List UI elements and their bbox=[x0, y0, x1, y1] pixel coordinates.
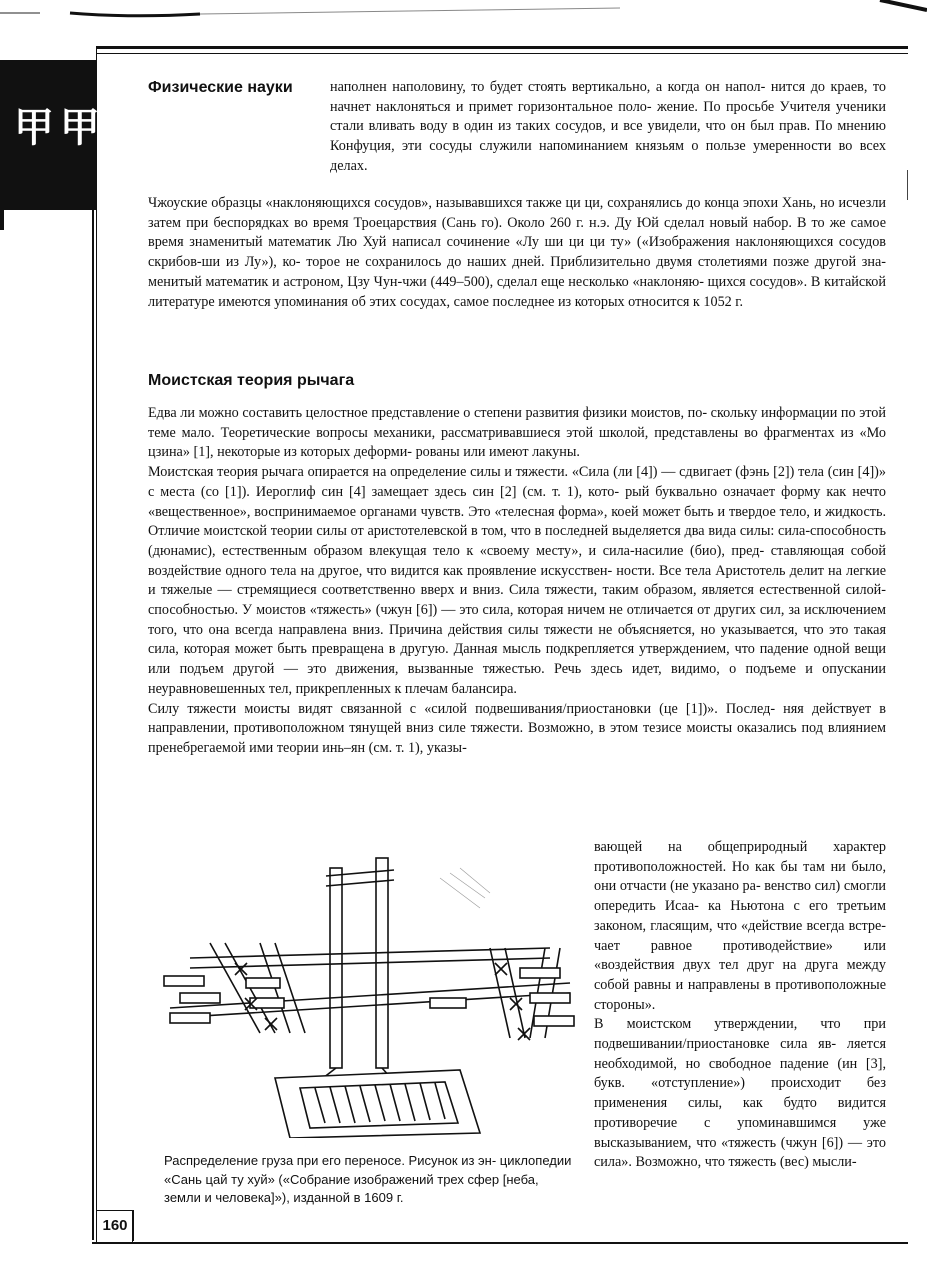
top-rule bbox=[96, 46, 908, 49]
figure-caption: Распределение груза при его переносе. Рисунок из эн- циклопедии «Сань цай ту хуй» («Собрание изображений трех сфер [неба, земли и человека]»), изданной в 1609 г. bbox=[164, 1153, 572, 1205]
intro-paragraph: наполнен наполовину, то будет стоять вертикально, а когда он напол- нится до краев, то начнет наклоняться и примет горизонтальное поло- жение. По просьбе Учителя ученики стали вливать воду в один из таких сосудов, и все увидели, что он был прав. По мнению Конфуция, эти сосуды служили напоминанием князьям о пользе умеренности во всех делах. bbox=[330, 79, 886, 174]
side-tab bbox=[0, 60, 96, 210]
figure-load-distribution bbox=[150, 848, 578, 1138]
right-column-paragraph-1: вающей на общеприродный характер противоположностей. Но как бы там ни было, они отчасти (не указано ра- венство сил) смогли опередить Исаа- ка Ньютона с его третьим законом, гласящим, что «действие всегда встре- чает равное противодействие» или «воздействия двух тел друг на друга между собой равны и направлены в противоположные стороны». bbox=[594, 839, 886, 1013]
paragraph-2: Едва ли можно составить целостное представление о степени развития физики моистов, по- скольку информации по этой теме мало. Теоретические вопросы механики, рассматривавшиеся этой школой, представлены во фрагментах из «Мо цзина» [1], некоторые из которых деформи- рованы или имеют лакуны. bbox=[148, 405, 886, 461]
section-title bbox=[148, 74, 308, 102]
right-column-paragraph-2: В моистском утверждении, что при подвешивании/приостановке сила яв- ляется необходимой, но свободное падение (ин [3], букв. «отступление») происходит без применения силы, как будто видится противоречие с упоминавшимся уже высказыванием, что «тяжесть (чжун [6]) — это сила». Возможно, что тяжесть (вес) мысли- bbox=[594, 1016, 886, 1171]
left-frame-line bbox=[96, 46, 97, 1244]
paragraph-1: Чжоуские образцы «наклоняющихся сосудов», называвшихся также ци ци, сохранялись до конца эпохи Хань, но исчезли затем при беспорядках во время Троецарствия (Сань го). Около 260 г. н.э. Ду Юй сделал новый набор. В то же самое время знаменитый математик Лю Хуй написал сочинение «Лу ши ци ци ту» («Изображения наклоняющихся сосудов скрибов-ши из Лу»), ко- торое не сохранилось до наших дней. Приблизительно двумя столетиями позже другой зна- менитый математик и астроном, Цзу Чун-чжи (449–500), сделал еще несколько «наклоняю- щихся сосудов». В китайской литературе имеются упоминания об этих сосудах, самое последнее из которых относится к 1052 г. bbox=[148, 195, 886, 310]
main-text-block bbox=[148, 404, 886, 759]
right-column bbox=[594, 838, 886, 1173]
page-number: 160 bbox=[96, 1210, 134, 1241]
page-number-divider bbox=[132, 1210, 133, 1242]
scan-artifact bbox=[0, 0, 927, 30]
paragraph-4: Силу тяжести моисты видят связанной с «силой подвешивания/приостановки (це [1])». Послед- няя действует в направлении, противоположном тянущей вниз силе тяжести. Возможно, в этом тезисе моисты оказались под влиянием пренебрегаемой ими теории инь–ян (см. т. 1), указы- bbox=[148, 700, 886, 756]
right-margin-mark bbox=[907, 170, 908, 200]
side-tab-glyphs: 甲 甲 bbox=[14, 105, 96, 151]
section-title-text: Физические науки bbox=[148, 79, 293, 96]
paragraph-3: Моистская теория рычага опирается на определение силы и тяжести. «Сила (ли [4]) — сдвигает (фэнь [2]) тела (син [4])» с места (со [1]). Иероглиф син [4] замещает здесь син [2] (см. т. 1), кото- рый буквально означает форму как нечто «вещественное», воспринимаемое органами чувств. Это «телесная форма», коей может быть и твердое тело, и жидкость. Отличие моистской теории силы от аристотелевской в том, что в последней выделяется два вида силы: сила-способность (дюнамис), естественным образом влекущая тело к «своему месту», и сила-насилие (био), пред- ставляющая собой воздействие одного тела на другое, что видится как проявление искусствен- ности. Все тела Аристотель делит на легкие и тяжелые — стремящиеся соответственно вверх и вниз. Сила тяжести, таким образом, является естественной силой-способностью. У моистов «тяжесть» (чжун [6]) — это сила, которая ничем не отличается от других сил, за исключением того, что она всегда направлена вниз. Причина действия силы тяжести не объясняется, но указывается, что это такая сила, которая может быть превращена в другую. Данная мысль подкрепляется утверждением, что падение одной вещи или подъем другой — это движения, вызванные тяжестью. Речь здесь идет, видимо, о подъеме и опускании неуравновешенных тел, прикрепленных к плечам балансира. bbox=[148, 464, 886, 697]
bottom-rule bbox=[92, 1242, 908, 1244]
heading-moist-lever-theory: Моистская теория рычага bbox=[148, 372, 355, 389]
left-frame-line-outer bbox=[92, 60, 94, 1240]
top-rule-thin bbox=[96, 53, 908, 54]
side-tab-tail bbox=[0, 210, 4, 230]
